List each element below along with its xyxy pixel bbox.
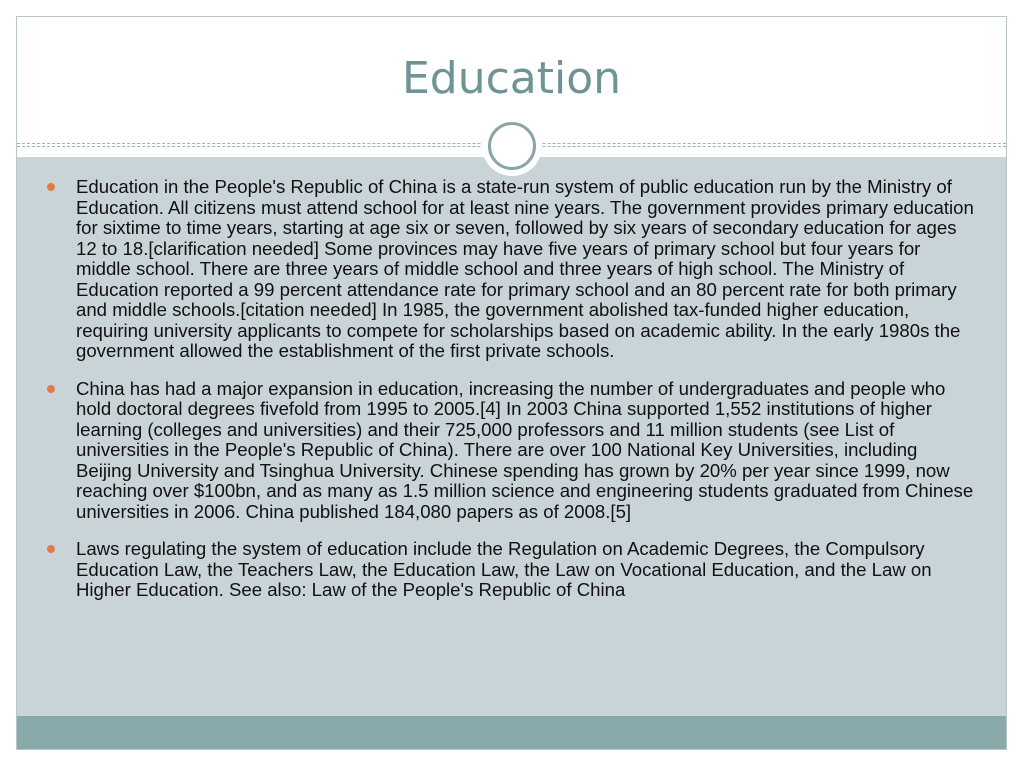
bullet-text: Laws regulating the system of education include the Regulation on Academic Degrees, the Compulsory Education Law, the Teachers Law, the Education Law, the Law on Vocational Education, and the Law on Higher Education. See also: Law of the People's Republic of China xyxy=(76,538,932,600)
divider-ring-icon xyxy=(488,122,536,170)
bullet-dot-icon xyxy=(47,385,55,393)
slide-title: Education xyxy=(401,53,622,104)
bullet-list xyxy=(47,177,977,618)
slide xyxy=(16,16,1007,750)
bullet-dot-icon xyxy=(47,545,55,553)
bullet-item xyxy=(47,539,977,601)
bullet-item xyxy=(47,379,977,523)
bullet-text: Education in the People's Republic of China is a state-run system of public education run by the Ministry of Education. All citizens must attend school for at least nine years. The government provides primary education for sixtime to time years, starting at age six or seven, followed by six years of secondary education for ages 12 to 18.[clarification needed] Some provinces may have five years of primary school but four years for middle school. There are three years of middle school and three years of high school. The Ministry of Education reported a 99 percent attendance rate for primary school and an 80 percent rate for both primary and middle schools.[citation needed] In 1985, the government abolished tax-funded higher education, requiring university applicants to compete for scholarships based on academic ability. In the early 1980s the government allowed the establishment of the first private schools. xyxy=(76,176,974,361)
bullet-dot-icon xyxy=(47,183,55,191)
footer-band xyxy=(17,716,1006,750)
bullet-item xyxy=(47,177,977,362)
bullet-text: China has had a major expansion in education, increasing the number of undergraduates and people who hold doctoral degrees fivefold from 1995 to 2005.[4] In 2003 China supported 1,552 institutions of higher learning (colleges and universities) and their 725,000 professors and 11 million students (see List of universities in the People's Republic of China). There are over 100 National Key Universities, including Beijing University and Tsinghua University. Chinese spending has grown by 20% per year since 1999, now reaching over $100bn, and as many as 1.5 million science and engineering students graduated from Chinese universities in 2006. China published 184,080 papers as of 2008.[5] xyxy=(76,377,974,522)
